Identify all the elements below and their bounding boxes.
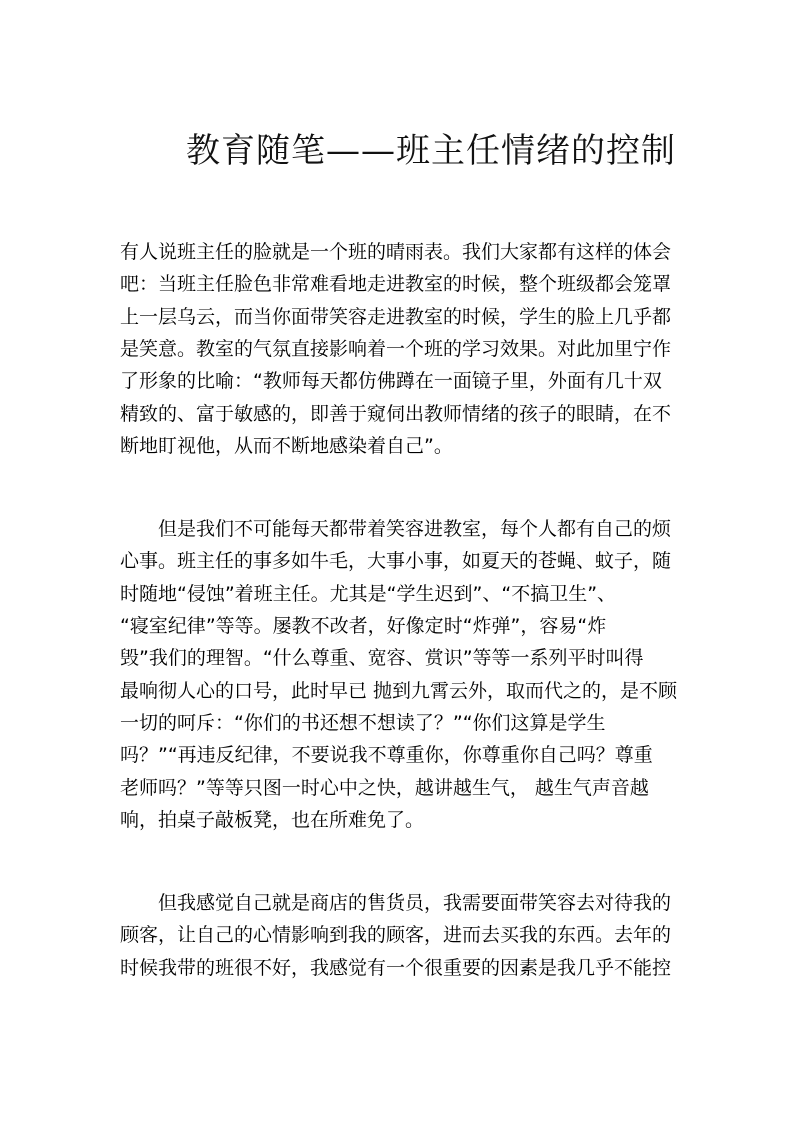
- paragraph-line: 断地盯视他，从而不断地感染着自己”。: [120, 435, 453, 457]
- paragraph-line: 老师吗？”等等只图一时心中之快，越讲越生气， 越生气声音越: [120, 777, 649, 799]
- paragraph-line: 是笑意。教室的气氛直接影响着一个班的学习效果。对此加里宁作: [120, 338, 672, 360]
- paragraph-line: 一切的呵斥：“你们的书还想不想读了？”“你们这算是学生: [120, 712, 606, 734]
- paragraph-line: 吗？”“再违反纪律，不要说我不尊重你，你尊重你自己吗？尊重: [120, 744, 653, 766]
- paragraph-line: 上一层乌云，而当你面带笑容走进教室的时候，学生的脸上几乎都: [120, 306, 672, 328]
- paragraph-line: 吧：当班主任脸色非常难看地走进教室的时候，整个班级都会笼罩: [120, 273, 672, 295]
- paragraph-line: 最响彻人心的口号，此时早已 抛到九霄云外，取而代之的，是不顾: [120, 680, 678, 702]
- document-title: 教育随笔——班主任情绪的控制: [186, 131, 676, 171]
- paragraph-line: 了形象的比喻：“教师每天都仿佛蹲在一面镜子里，外面有几十双: [120, 370, 662, 392]
- paragraph-line: 精致的、富于敏感的，即善于窥伺出教师情绪的孩子的眼睛，在不: [120, 403, 672, 425]
- paragraph-line: 但我感觉自己就是商店的售货员，我需要面带笑容去对待我的: [158, 892, 672, 914]
- paragraph-line: 响，拍桌子敲板凳，也在所难免了。: [120, 809, 425, 831]
- paragraph-line: 时随地“侵蚀”着班主任。尤其是“学生迟到”、“不搞卫生”、: [120, 583, 617, 605]
- paragraph-line: 时候我带的班很不好，我感觉有一个很重要的因素是我几乎不能控: [120, 957, 672, 979]
- paragraph-line: “寝室纪律”等等。屡教不改者，好像定时“炸弹”，容易“炸: [120, 615, 607, 637]
- paragraph-line: 心事。班主任的事多如牛毛，大事小事，如夏天的苍蝇、蚊子，随: [120, 550, 672, 572]
- paragraph-line: 但是我们不可能每天都带着笑容进教室，每个人都有自己的烦: [158, 518, 672, 540]
- paragraph-line: 顾客，让自己的心情影响到我的顾客，进而去买我的东西。去年的: [120, 924, 672, 946]
- paragraph-line: 毁”我们的理智。“什么尊重、宽容、赏识”等等一系列平时叫得: [120, 647, 644, 669]
- paragraph-line: 有人说班主任的脸就是一个班的晴雨表。我们大家都有这样的体会: [120, 241, 672, 263]
